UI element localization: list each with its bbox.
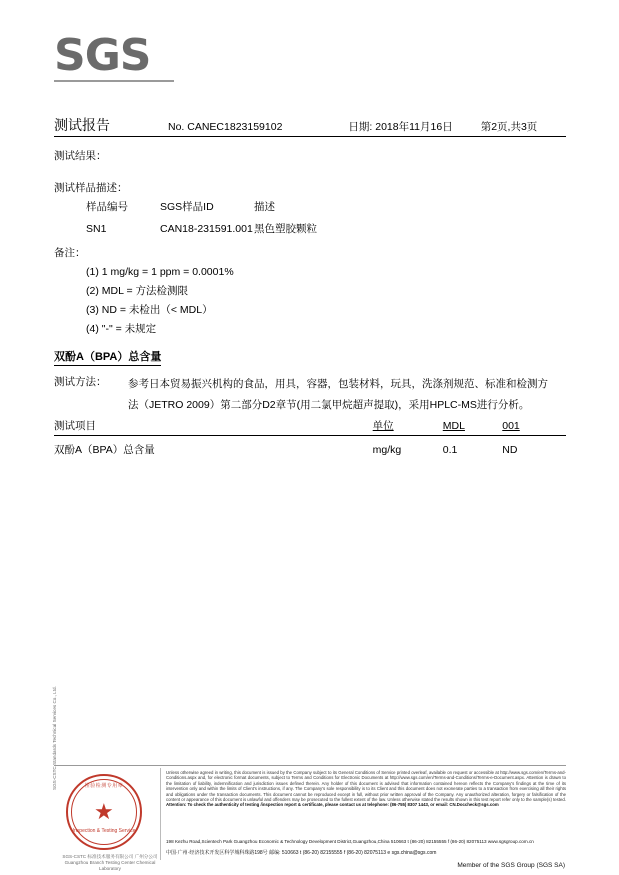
address-chinese bbox=[166, 850, 566, 857]
sample-desc-value: 黑色塑胶颗粒 bbox=[254, 223, 317, 235]
legal-contact-text[interactable]: Attention: To check the authenticity of testing /inspection report & certificate, please contact us at telephone: (86-755) 8307 1443, or email: CN.Doccheck@sgs.com bbox=[166, 802, 499, 808]
table-row bbox=[86, 221, 414, 236]
report-header-row bbox=[54, 115, 566, 135]
result-mdl-value: 0.1 bbox=[442, 443, 458, 456]
report-number: No. CANEC1823159102 bbox=[168, 121, 283, 133]
header-divider bbox=[54, 136, 566, 137]
list-item: (1) 1 mg/kg = 1 ppm = 0.0001% bbox=[86, 266, 234, 278]
result-001-value: ND bbox=[502, 443, 518, 456]
sgs-logo bbox=[54, 30, 174, 82]
legal-notice bbox=[166, 770, 566, 808]
result-col-item: 测试项目 bbox=[54, 420, 96, 432]
page-number: 第2页,共3页 bbox=[480, 121, 538, 133]
result-col-unit: 单位 bbox=[372, 420, 394, 432]
stamp-arc-top: 检验检测专用章 bbox=[84, 783, 124, 789]
address-chinese-contact: 邮编: 510663 t (86-20) 82155555 f (86-20) 82075113 e sgs.china@sgs.com bbox=[269, 850, 437, 856]
footer-vertical-divider bbox=[160, 768, 161, 860]
result-label: 测试结果： bbox=[54, 150, 107, 162]
star-icon: ★ bbox=[94, 799, 114, 824]
result-item-name: 双酚A（BPA）总含量 bbox=[54, 444, 155, 456]
stamp-side-text: SGS-CSTC Standards Technical Services Co., Ltd. bbox=[52, 686, 57, 790]
stamp-arc-bottom: Inspection & Testing Service bbox=[72, 828, 136, 834]
sample-table bbox=[86, 199, 414, 236]
method-label: 测试方法： bbox=[54, 376, 107, 388]
sample-col-no: 样品编号 bbox=[86, 201, 128, 213]
result-col-001: 001 bbox=[502, 419, 520, 432]
sgs-logo-text: SGS bbox=[54, 30, 151, 81]
result-table-divider bbox=[54, 435, 566, 436]
sample-col-desc: 描述 bbox=[254, 201, 275, 213]
address-english: 198 Kezhu Road,Scientech Park Guangzhou Economic & Technology Development District,Guangzhou,China 510663 t (86-20) 82155555 f (86-20) 82075113 www.sgsgroup.com.cn bbox=[166, 839, 534, 844]
table-row bbox=[54, 436, 566, 457]
result-table bbox=[54, 418, 566, 457]
bpa-section-title: 双酚A（BPA）总含量 bbox=[54, 348, 161, 366]
method-line-2: 法（JETRO 2009）第二部分D2章节(用二氯甲烷超声提取)，采用HPLC-MS进行分析。 bbox=[128, 399, 530, 411]
address-chinese-main: 中国·广州·经济技术开发区科学城科珠路198号 bbox=[166, 850, 268, 856]
sample-description-label: 测试样品描述： bbox=[54, 182, 128, 194]
stamp-caption-cn: SGS-CSTC 标准技术服务有限公司 广州分公司 bbox=[62, 854, 158, 859]
sample-col-id: SGS样品ID bbox=[160, 201, 214, 213]
report-date: 日期: 2018年11月16日 bbox=[348, 121, 453, 133]
result-unit-value: mg/kg bbox=[372, 443, 402, 456]
list-item: (3) ND = 未检出（< MDL） bbox=[86, 304, 213, 316]
stamp-caption-en: Guangzhou Branch Testing Center Chemical Laboratory bbox=[64, 860, 156, 871]
member-note: Member of the SGS Group (SGS SA) bbox=[457, 862, 565, 869]
stamp-caption bbox=[58, 854, 162, 872]
method-line-1: 参考日本贸易振兴机构的食品，用具，容器，包装材料，玩具，洗涤剂规范、标准和检测方 bbox=[128, 378, 548, 390]
remark-list bbox=[86, 263, 234, 339]
result-col-mdl: MDL bbox=[442, 419, 465, 432]
sample-id-value: CAN18-231591.001 bbox=[160, 222, 253, 235]
table-header-row bbox=[54, 418, 566, 436]
official-stamp bbox=[52, 686, 162, 871]
list-item: (2) MDL = 方法检测限 bbox=[86, 285, 188, 297]
list-item: (4) "-" = 未规定 bbox=[86, 323, 157, 335]
sample-no-value: SN1 bbox=[86, 222, 107, 235]
footer-divider bbox=[54, 765, 566, 766]
page-title: 测试报告 bbox=[54, 117, 110, 133]
remark-label: 备注： bbox=[54, 247, 86, 259]
table-header-row bbox=[86, 199, 414, 221]
method-description bbox=[128, 374, 548, 416]
legal-text: Unless otherwise agreed in writing, this document is issued by the Company subject to its General Conditions of Service printed overleaf, available on request or accessible at http://www.sgs.com/en/Terms-and-Conditions.aspx and, for electronic format documents, subject to Terms and Conditions for Electronic Documents at http://www.sgs.com/en/Terms-and-Conditions/Terms-e-Document.aspx. Attention is drawn to the limitation of liability, indemnification and jurisdiction issues defined therein. Any holder of this document is advised that information contained hereon reflects the Company's findings at the time of its intervention only and within the limits of Client's instructions, if any. The Company's sole responsibility is to its Client and this document does not exonerate parties to a transaction from exercising all their rights and obligations under the transaction documents. This document cannot be reproduced except in full, without prior written approval of the Company. Any unauthorized alteration, forgery or falsification of the content or appearance of this document is unlawful and offenders may be prosecuted to the fullest extent of the law. Unless otherwise stated the results shown in this test report refer only to the sample(s) tested. bbox=[166, 770, 566, 803]
